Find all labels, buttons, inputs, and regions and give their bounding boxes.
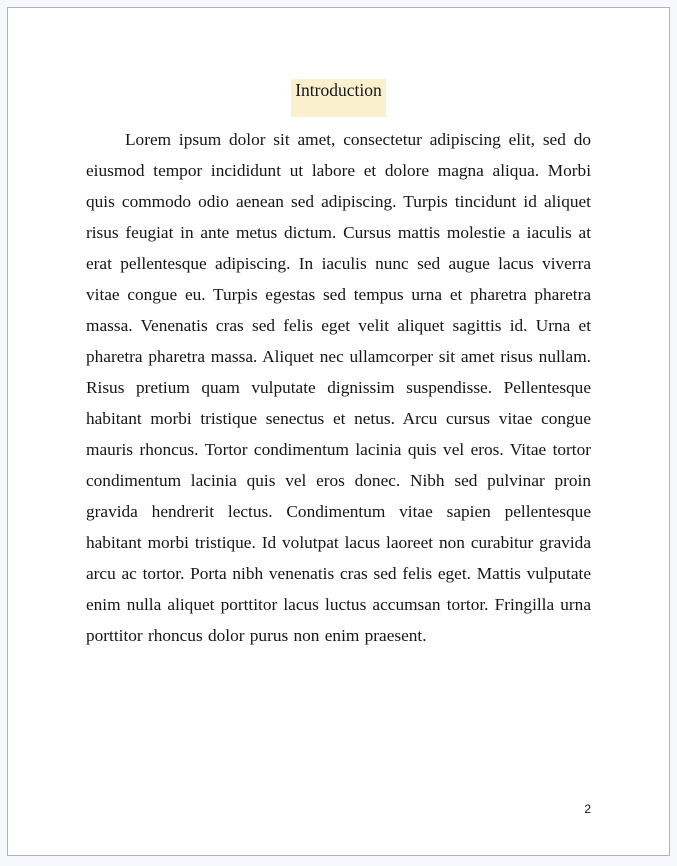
- document-page: [7, 7, 670, 856]
- page-content: [8, 8, 669, 651]
- section-heading: [86, 79, 591, 117]
- page-number: 2: [584, 802, 591, 816]
- section-heading-highlight: Introduction: [291, 79, 386, 117]
- body-paragraph: Lorem ipsum dolor sit amet, consectetur adipiscing elit, sed do eiusmod tempor incididunt ut labore et dolore magna aliqua. Morbi quis commodo odio aenean sed adipiscing. Turpis tincidunt id aliquet risus feugiat in ante metus dictum. Cursus mattis molestie a iaculis at erat pellentesque adipiscing. In iaculis nunc sed augue lacus viverra vitae congue eu. Turpis egestas sed tempus urna et pharetra pharetra massa. Venenatis cras sed felis eget velit aliquet sagittis id. Urna et pharetra pharetra massa. Aliquet nec ullamcorper sit amet risus nullam. Risus pretium quam vulputate dignissim suspendisse. Pellentesque habitant morbi tristique senectus et netus. Arcu cursus vitae congue mauris rhoncus. Tortor condimentum lacinia quis vel eros. Vitae tortor condimentum lacinia quis vel eros donec. Nibh sed pulvinar proin gravida hendrerit lectus. Condimentum vitae sapien pellentesque habitant morbi tristique. Id volutpat lacus laoreet non curabitur gravida arcu ac tortor. Porta nibh venenatis cras sed felis eget. Mattis vulputate enim nulla aliquet porttitor lacus luctus accumsan tortor. Fringilla urna porttitor rhoncus dolor purus non enim praesent.: [86, 130, 591, 645]
